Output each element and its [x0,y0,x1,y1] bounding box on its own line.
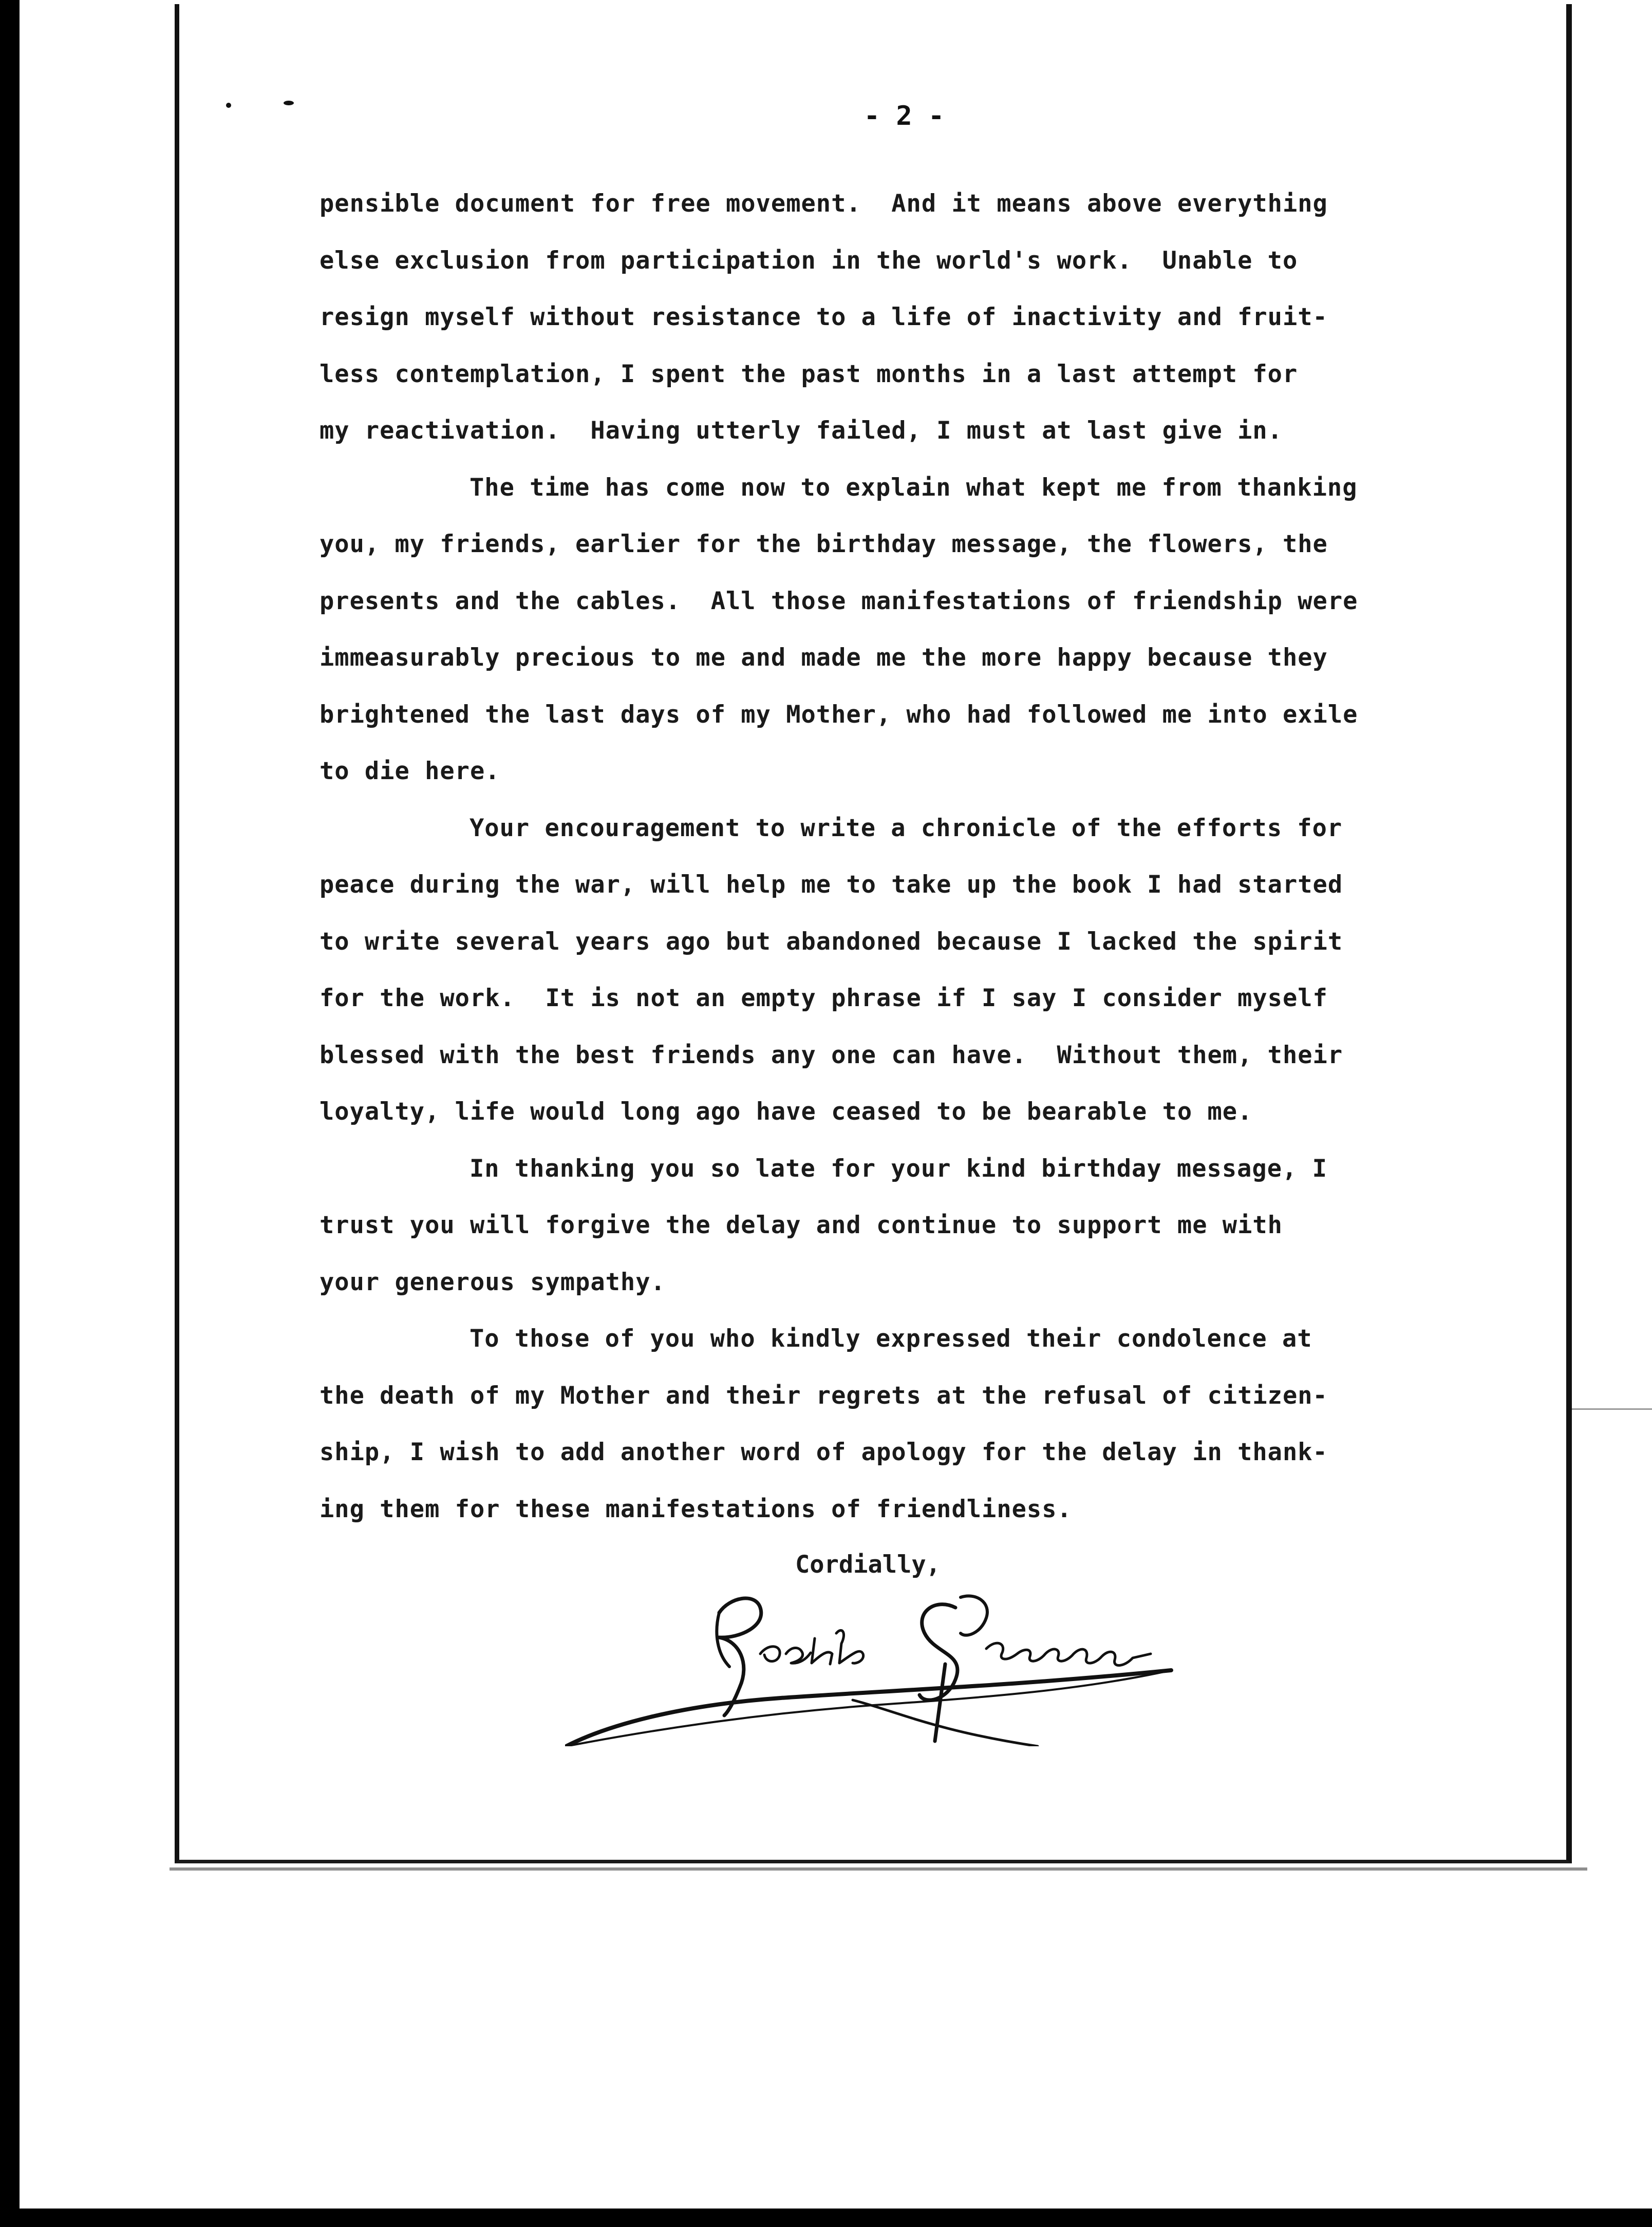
speck-mark [284,101,294,105]
letter-line: ship, I wish to add another word of apology for the delay in thank- [320,1438,1328,1466]
letter-line: your generous sympathy. [320,1268,666,1296]
letter-line: presents and the cables. All those manifestations of friendship were [320,587,1358,615]
letter-line: To those of you who kindly expressed their condolence at [470,1325,1312,1353]
letter-line: ing them for these manifestations of friendliness. [320,1495,1072,1523]
paper-fold-mark [1572,1408,1652,1410]
letter-line: else exclusion from participation in the world's work. Unable to [320,246,1298,275]
letter-line: blessed with the best friends any one can have. Without them, their [320,1041,1343,1069]
letter-line: pensible document for free movement. And it means above everything [320,190,1328,218]
scan-bottom-border [0,2209,1652,2227]
letter-line: trust you will forgive the delay and continue to support me with [320,1211,1283,1239]
letter-line: my reactivation. Having utterly failed, I must at last give in. [320,417,1283,445]
letter-line: for the work. It is not an empty phrase if I say I consider myself [320,984,1328,1012]
letter-line: to write several years ago but abandoned because I lacked the spirit [320,927,1343,956]
paper-bottom-shadow [170,1867,1587,1871]
letter-line: brightened the last days of my Mother, who had followed me into exile [320,700,1358,729]
letter-line: less contemplation, I spent the past months in a last attempt for [320,360,1298,388]
letter-line: Your encouragement to write a chronicle of the efforts for [470,814,1343,842]
letter-line: In thanking you so late for your kind birthday message, I [470,1154,1327,1183]
letter-line: you, my friends, earlier for the birthday message, the flowers, the [320,530,1328,558]
closing-salutation: Cordially, [795,1551,941,1579]
scan-left-border [0,0,20,2227]
letter-line: peace during the war, will help me to take up the book I had started [320,871,1343,899]
page-number: - 2 - [863,101,945,131]
letter-line: resign myself without resistance to a life of inactivity and fruit- [320,303,1328,331]
letter-line: to die here. [320,757,500,785]
letter-line: immeasurably precious to me and made me the more happy because they [320,644,1328,672]
letter-line: the death of my Mother and their regrets at the refusal of citizen- [320,1381,1328,1410]
letter-line: loyalty, life would long ago have ceased to be bearable to me. [320,1098,1253,1126]
letter-line: The time has come now to explain what kept me from thanking [470,473,1358,502]
speck-mark [226,103,231,108]
handwritten-signature [565,1577,1181,1746]
punch-hole-specks [226,101,298,111]
